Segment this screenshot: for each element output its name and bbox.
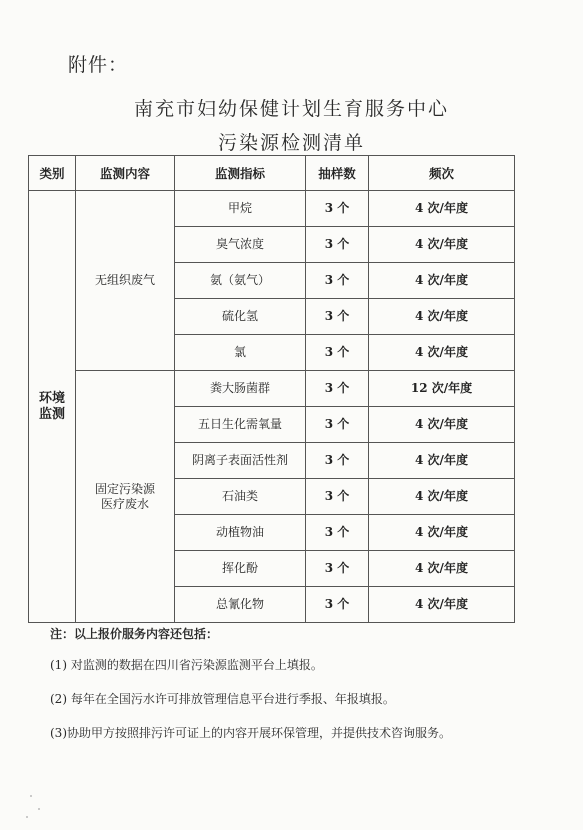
scan-speck — [26, 816, 28, 818]
document-subtitle: 污染源检测清单 — [217, 132, 365, 154]
table-header-row — [29, 156, 515, 191]
indicator-cell: 石油类 — [175, 479, 306, 515]
sample-count-cell: 3 个 — [306, 335, 369, 371]
frequency-cell: 4 次/年度 — [369, 335, 515, 371]
note-item: (3)协助甲方按照排污许可证上的内容开展环保管理，并提供技术咨询服务。 — [50, 726, 452, 740]
scan-speck — [30, 795, 32, 797]
scan-speck — [38, 808, 40, 810]
frequency-cell: 4 次/年度 — [369, 479, 515, 515]
indicator-cell: 粪大肠菌群 — [175, 371, 306, 407]
frequency-cell: 4 次/年度 — [369, 587, 515, 623]
category-cell — [29, 191, 76, 623]
indicator-cell: 五日生化需氧量 — [175, 407, 306, 443]
monitoring-content-cell — [76, 371, 175, 623]
monitoring-content-text: 医疗废水 — [100, 496, 149, 511]
sample-count-cell: 3 个 — [306, 515, 369, 551]
category-text: 监测 — [38, 406, 65, 422]
sample-count-cell: 3 个 — [306, 407, 369, 443]
sample-count-cell: 3 个 — [306, 551, 369, 587]
notes-heading: 注：以上报价服务内容还包括： — [50, 627, 219, 641]
indicator-cell: 甲烷 — [175, 191, 306, 227]
frequency-cell: 4 次/年度 — [369, 299, 515, 335]
indicator-cell: 氨（氨气） — [175, 263, 306, 299]
sample-count-cell: 3 个 — [306, 263, 369, 299]
indicator-cell: 阴离子表面活性剂 — [175, 443, 306, 479]
frequency-cell: 4 次/年度 — [369, 443, 515, 479]
frequency-cell: 4 次/年度 — [369, 227, 515, 263]
header-indicator: 监测指标 — [175, 156, 306, 191]
monitoring-content-text: 无组织废气 — [94, 273, 155, 288]
table-row — [29, 371, 515, 407]
category-text: 环境 — [38, 390, 65, 406]
header-content: 监测内容 — [76, 156, 175, 191]
note-item: (2) 每年在全国污水许可排放管理信息平台进行季报、年报填报。 — [50, 692, 395, 706]
monitoring-content-text: 固定污染源 — [94, 482, 155, 497]
notes-section — [50, 625, 451, 758]
sample-count-cell: 3 个 — [306, 299, 369, 335]
sample-count-cell: 3 个 — [306, 191, 369, 227]
indicator-cell: 挥化酚 — [175, 551, 306, 587]
monitoring-content-cell — [76, 191, 175, 371]
header-count: 抽样数 — [306, 156, 369, 191]
indicator-cell: 硫化氢 — [175, 299, 306, 335]
sample-count-cell: 3 个 — [306, 371, 369, 407]
indicator-cell: 氯 — [175, 335, 306, 371]
frequency-cell: 4 次/年度 — [369, 263, 515, 299]
sample-count-cell: 3 个 — [306, 443, 369, 479]
indicator-cell: 总氰化物 — [175, 587, 306, 623]
frequency-cell: 4 次/年度 — [369, 515, 515, 551]
header-category: 类别 — [29, 156, 76, 191]
sample-count-cell: 3 个 — [306, 227, 369, 263]
document-title: 南充市妇幼保健计划生育服务中心 — [133, 98, 449, 120]
attachment-label: 附件： — [68, 54, 129, 76]
indicator-cell: 动植物油 — [175, 515, 306, 551]
pollution-source-table — [28, 155, 515, 623]
frequency-cell: 4 次/年度 — [369, 551, 515, 587]
frequency-cell: 4 次/年度 — [369, 407, 515, 443]
header-frequency: 频次 — [369, 156, 515, 191]
sample-count-cell: 3 个 — [306, 479, 369, 515]
frequency-cell: 4 次/年度 — [369, 191, 515, 227]
frequency-cell: 12 次/年度 — [369, 371, 515, 407]
indicator-cell: 臭气浓度 — [175, 227, 306, 263]
note-item: (1) 对监测的数据在四川省污染源监测平台上填报。 — [50, 658, 323, 672]
sample-count-cell: 3 个 — [306, 587, 369, 623]
table-row — [29, 191, 515, 227]
